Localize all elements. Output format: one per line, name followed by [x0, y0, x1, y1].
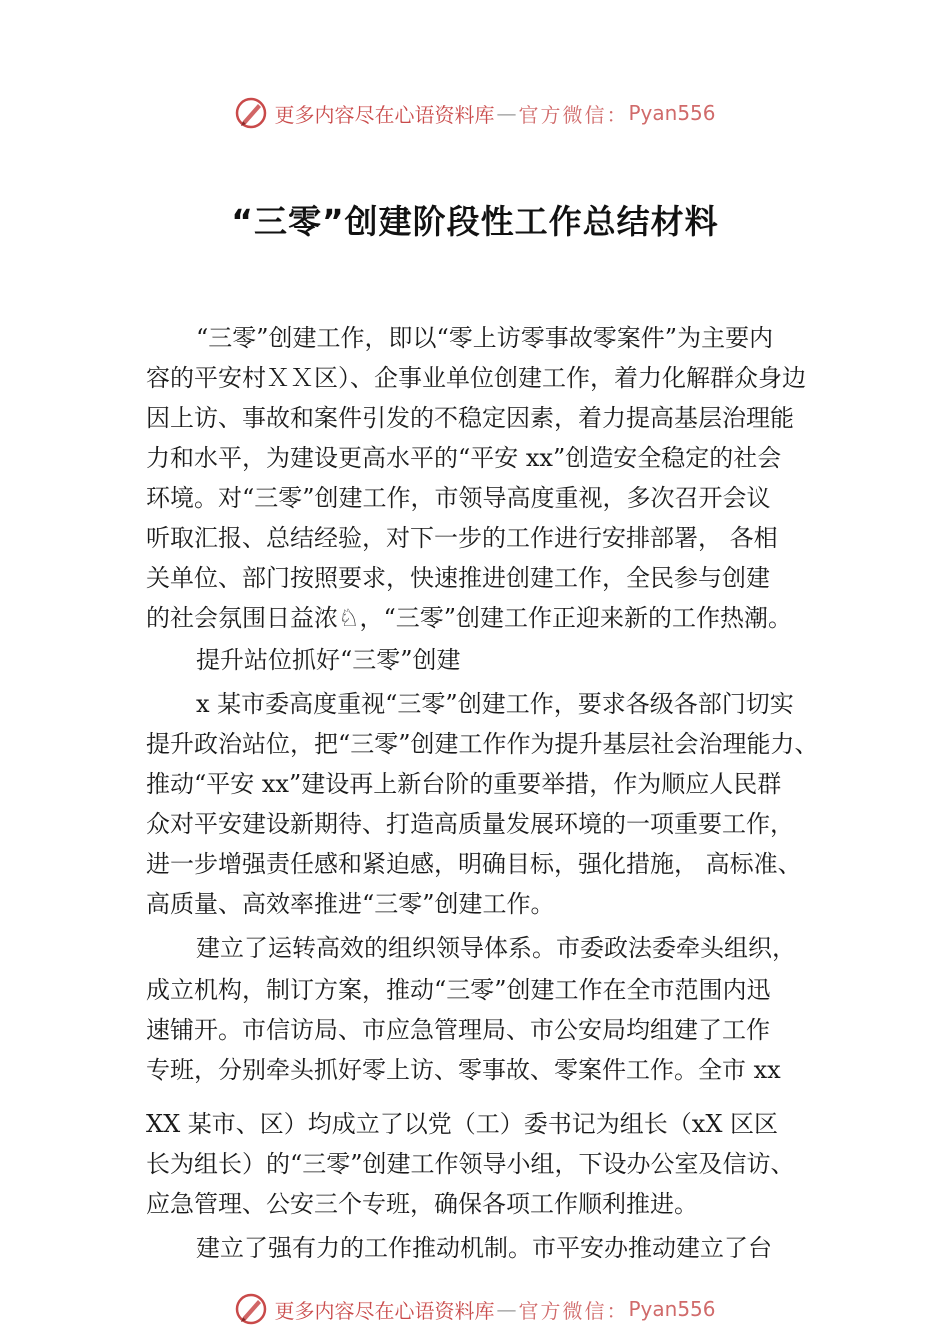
paragraph-line: 因上访、事故和案件引发的不稳定因素，着力提高基层治理能 — [146, 404, 794, 432]
paragraph-line: 众对平安建设新期待、打造高质量发展环境的一项重要工作， — [146, 810, 794, 838]
paragraph-line: 建立了强有力的工作推动机制。市平安办推动建立了台 — [196, 1234, 772, 1262]
paragraph-line: 力和水平，为建设更高水平的“平安 xx”创造安全稳定的社会 — [146, 444, 782, 472]
paragraph-line: 进一步增强责任感和紧迫感，明确目标，强化措施， 高标准、 — [146, 850, 802, 878]
watermark-wechat-id: Pyan556 — [628, 1297, 716, 1321]
paragraph-line: 提升政治站位，把“三零”创建工作作为提升基层社会治理能力、 — [146, 730, 819, 758]
pen-logo-icon — [234, 1292, 268, 1326]
paragraph-line: x 某市委高度重视“三零”创建工作，要求各级各部门切实 — [196, 690, 794, 718]
paragraph-line: 速铺开。市信访局、市应急管理局、市公安局均组建了工作 — [146, 1016, 770, 1044]
document-title: “三零”创建阶段性工作总结材料 — [231, 202, 719, 241]
watermark-footer — [0, 1292, 950, 1326]
paragraph-line: 的社会氛围日益浓♘，“三零”创建工作正迎来新的工作热潮。 — [146, 604, 793, 632]
paragraph-line: 建立了运转高效的组织领导体系。市委政法委牵头组织， — [196, 934, 796, 962]
paragraph-line: 高质量、高效率推进“三零”创建工作。 — [146, 890, 555, 918]
paragraph-line: 应急管理、公安三个专班，确保各项工作顺利推进。 — [146, 1190, 698, 1218]
paragraph-line: 环境。对“三零”创建工作，市领导高度重视，多次召开会议 — [146, 484, 771, 512]
paragraph-line: XX 某市、区）均成立了以党（工）委书记为组长（xX 区区 — [146, 1110, 779, 1138]
paragraph-line: 专班，分别牵头抓好零上访、零事故、零案件工作。全市 xx — [146, 1056, 781, 1084]
watermark-wechat-id: Pyan556 — [628, 101, 716, 125]
watermark-wechat-label: 官方微信： — [518, 102, 629, 127]
watermark-text: 更多内容尽在心语资料库 — [274, 1298, 495, 1323]
paragraph-line: “三零”创建工作，即以“零上访零事故零案件”为主要内 — [196, 324, 774, 352]
paragraph-line: 提升站位抓好“三零”创建 — [196, 646, 461, 674]
pen-logo-icon — [234, 96, 268, 130]
paragraph-line: 容的平安村ＸＸ区）、企事业单位创建工作，着力化解群众身边 — [146, 364, 806, 392]
paragraph-line: 长为组长）的“三零”创建工作领导小组，下设办公室及信访、 — [146, 1150, 795, 1178]
watermark-wechat-label: 官方微信： — [518, 1298, 629, 1323]
watermark-separator: — — [496, 101, 517, 125]
paragraph-line: 推动“平安 xx”建设再上新台阶的重要举措，作为顺应人民群 — [146, 770, 782, 798]
watermark-text: 更多内容尽在心语资料库 — [274, 102, 495, 127]
paragraph-line: 关单位、部门按照要求，快速推进创建工作，全民参与创建 — [146, 564, 770, 592]
watermark-header — [0, 96, 950, 130]
watermark-separator: — — [496, 1297, 517, 1321]
paragraph-line: 听取汇报、总结经验，对下一步的工作进行安排部署， 各相 — [146, 524, 778, 552]
paragraph-line: 成立机构，制订方案，推动“三零”创建工作在全市范围内迅 — [146, 976, 771, 1004]
